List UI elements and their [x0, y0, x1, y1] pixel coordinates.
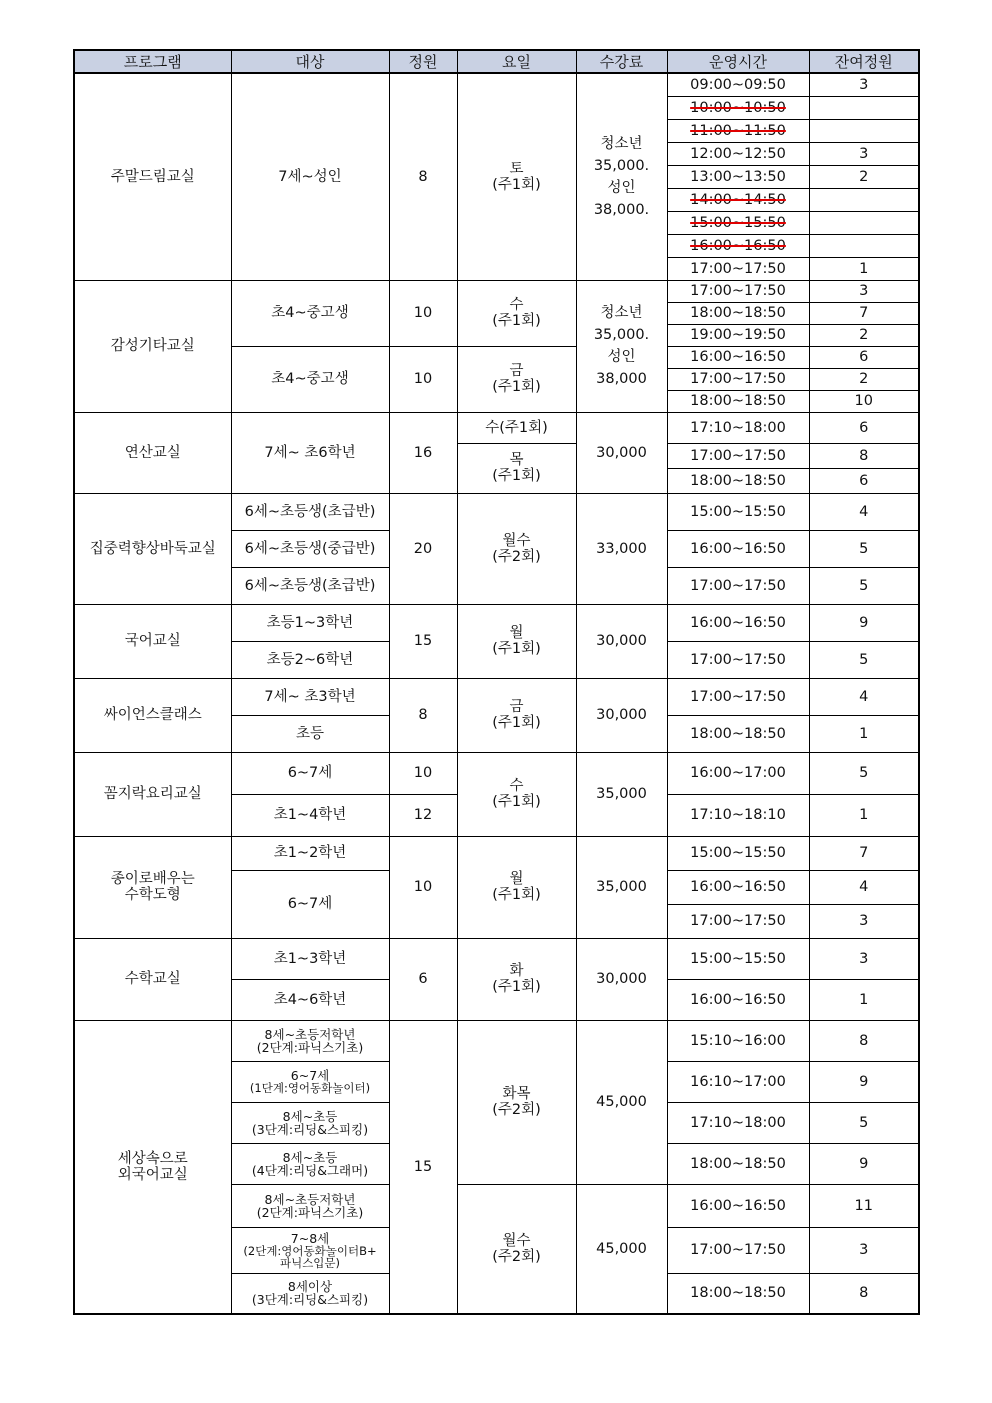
- remaining-cell: 5: [809, 530, 919, 567]
- table-row: [74, 938, 919, 979]
- time-cell: 09:00~09:50: [667, 73, 809, 96]
- remaining-cell: 7: [809, 302, 919, 324]
- fee-cell: 청소년 35,000. 성인 38,000: [576, 280, 667, 412]
- program-name: 꼼지락요리교실: [74, 752, 231, 836]
- header-target: 대상: [231, 50, 389, 73]
- table-row: [74, 73, 919, 96]
- target-cell: [231, 1273, 389, 1314]
- remaining-cell: 5: [809, 1102, 919, 1143]
- remaining-cell: [809, 96, 919, 119]
- target-sub: (1단계:영어동화놀이터): [249, 1081, 371, 1095]
- time-cell: 17:00~17:50: [667, 257, 809, 280]
- remaining-cell: 5: [809, 752, 919, 794]
- day-cell: 토 (주1회): [457, 73, 576, 280]
- remaining-cell: 9: [809, 1061, 919, 1102]
- fee-cell: 30,000: [576, 412, 667, 493]
- day-cell: 화목 (주2회): [457, 1020, 576, 1184]
- fee-cell: 35,000: [576, 836, 667, 938]
- time-cell: 17:00~17:50: [667, 567, 809, 604]
- time-cell: 15:10~16:00: [667, 1020, 809, 1061]
- time-cell: 17:00~17:50: [667, 368, 809, 390]
- remaining-cell: 6: [809, 346, 919, 368]
- time-cell: 18:00~18:50: [667, 468, 809, 493]
- header-fee: 수강료: [576, 50, 667, 73]
- time-cell: 18:00~18:50: [667, 1273, 809, 1314]
- remaining-cell: [809, 234, 919, 257]
- capacity-cell: 8: [389, 73, 457, 280]
- program-name: 세상속으로 외국어교실: [74, 1020, 231, 1314]
- remaining-cell: [809, 188, 919, 211]
- target-cell: 6세~초등생(초급반): [231, 493, 389, 530]
- header-capacity: 정원: [389, 50, 457, 73]
- header-day: 요일: [457, 50, 576, 73]
- time-cell: 17:00~17:50: [667, 1227, 809, 1273]
- target-sub: (4단계:리딩&그래머): [251, 1162, 369, 1178]
- day-cell: 수 (주1회): [457, 280, 576, 346]
- table-row: [74, 493, 919, 530]
- day-cell: 월 (주1회): [457, 836, 576, 938]
- target-cell: 초4~중고생: [231, 280, 389, 346]
- time-cell-cancelled: 15:00~15:50: [667, 211, 809, 234]
- target-cell: 초등2~6학년: [231, 641, 389, 678]
- program-name: 연산교실: [74, 412, 231, 493]
- target-cell: 6~7세: [231, 752, 389, 794]
- target-main: 8세~초등저학년: [264, 1191, 356, 1207]
- target-cell: [231, 1143, 389, 1184]
- remaining-cell: 8: [809, 443, 919, 468]
- remaining-cell: 2: [809, 165, 919, 188]
- time-cell: 16:00~16:50: [667, 870, 809, 904]
- time-cell: 16:00~16:50: [667, 1184, 809, 1227]
- fee-cell: 33,000: [576, 493, 667, 604]
- day-cell: 금 (주1회): [457, 346, 576, 412]
- day-cell: 월수 (주2회): [457, 1184, 576, 1314]
- capacity-cell: 10: [389, 752, 457, 794]
- target-cell: 6세~초등생(중급반): [231, 530, 389, 567]
- header-row: [74, 50, 919, 73]
- remaining-cell: 4: [809, 678, 919, 715]
- table-row: [74, 412, 919, 443]
- table-row: [74, 678, 919, 715]
- fee-cell: 30,000: [576, 604, 667, 678]
- target-cell: [231, 1102, 389, 1143]
- remaining-cell: 1: [809, 715, 919, 752]
- target-cell: [231, 1227, 389, 1273]
- remaining-cell: 4: [809, 870, 919, 904]
- time-cell: 16:00~16:50: [667, 346, 809, 368]
- time-cell: 16:10~17:00: [667, 1061, 809, 1102]
- time-cell: 17:00~17:50: [667, 904, 809, 938]
- day-cell: 월 (주1회): [457, 604, 576, 678]
- program-name: 국어교실: [74, 604, 231, 678]
- table-row: [74, 1020, 919, 1061]
- time-cell: 16:00~16:50: [667, 530, 809, 567]
- program-schedule-table: [73, 49, 920, 1315]
- time-cell-cancelled: 16:00~16:50: [667, 234, 809, 257]
- time-cell: 15:00~15:50: [667, 938, 809, 979]
- remaining-cell: 10: [809, 390, 919, 412]
- time-cell: 17:00~17:50: [667, 280, 809, 302]
- target-cell: 초4~6학년: [231, 979, 389, 1020]
- time-cell: 17:10~18:10: [667, 794, 809, 836]
- target-sub: (3단계:리딩&스피킹): [251, 1121, 369, 1137]
- target-cell: 초1~4학년: [231, 794, 389, 836]
- header-remaining: 잔여정원: [809, 50, 919, 73]
- remaining-cell: 3: [809, 1227, 919, 1273]
- day-cell: 목 (주1회): [457, 443, 576, 493]
- time-cell: 17:10~18:00: [667, 1102, 809, 1143]
- program-name: 종이로배우는 수학도형: [74, 836, 231, 938]
- time-cell: 17:00~17:50: [667, 443, 809, 468]
- time-cell: 15:00~15:50: [667, 493, 809, 530]
- fee-cell: 45,000: [576, 1020, 667, 1184]
- target-cell: [231, 1184, 389, 1227]
- time-cell: 17:00~17:50: [667, 678, 809, 715]
- day-cell: 수 (주1회): [457, 752, 576, 836]
- program-name: 수학교실: [74, 938, 231, 1020]
- target-cell: 7세~성인: [231, 73, 389, 280]
- capacity-cell: 10: [389, 836, 457, 938]
- remaining-cell: 8: [809, 1273, 919, 1314]
- target-cell: 6세~초등생(초급반): [231, 567, 389, 604]
- capacity-cell: 6: [389, 938, 457, 1020]
- capacity-cell: 10: [389, 346, 457, 412]
- remaining-cell: 2: [809, 368, 919, 390]
- target-main: 6~7세: [290, 1068, 330, 1083]
- capacity-cell: 15: [389, 604, 457, 678]
- program-name: 집중력향상바둑교실: [74, 493, 231, 604]
- remaining-cell: 3: [809, 142, 919, 165]
- fee-cell: 45,000: [576, 1184, 667, 1314]
- remaining-cell: [809, 119, 919, 142]
- target-sub: (3단계:리딩&스피킹): [251, 1292, 369, 1308]
- capacity-cell: 20: [389, 493, 457, 604]
- remaining-cell: 11: [809, 1184, 919, 1227]
- target-main: 8세이상: [287, 1279, 333, 1295]
- time-cell: 17:10~18:00: [667, 412, 809, 443]
- time-cell: 16:00~16:50: [667, 979, 809, 1020]
- remaining-cell: 3: [809, 73, 919, 96]
- time-cell: 19:00~19:50: [667, 324, 809, 346]
- remaining-cell: 1: [809, 794, 919, 836]
- remaining-cell: 4: [809, 493, 919, 530]
- table-row: [74, 604, 919, 641]
- target-cell: 초등1~3학년: [231, 604, 389, 641]
- capacity-cell: 15: [389, 1020, 457, 1314]
- program-name: 싸이언스클래스: [74, 678, 231, 752]
- capacity-cell: 10: [389, 280, 457, 346]
- target-cell: 7세~ 초3학년: [231, 678, 389, 715]
- time-cell: 15:00~15:50: [667, 836, 809, 870]
- remaining-cell: 6: [809, 412, 919, 443]
- fee-cell: 35,000: [576, 752, 667, 836]
- fee-cell: 청소년 35,000. 성인 38,000.: [576, 73, 667, 280]
- table-row: [74, 752, 919, 794]
- header-program: 프로그램: [74, 50, 231, 73]
- fee-cell: 30,000: [576, 938, 667, 1020]
- target-sub: (2단계:파닉스기초): [256, 1039, 364, 1055]
- time-cell: 16:00~16:50: [667, 604, 809, 641]
- fee-cell: 30,000: [576, 678, 667, 752]
- target-main: 8세~초등: [282, 1108, 338, 1124]
- target-cell: 초등: [231, 715, 389, 752]
- remaining-cell: 9: [809, 604, 919, 641]
- time-cell: 18:00~18:50: [667, 302, 809, 324]
- time-cell: 17:00~17:50: [667, 641, 809, 678]
- target-cell: 초4~중고생: [231, 346, 389, 412]
- target-cell: [231, 1061, 389, 1102]
- target-cell: 초1~3학년: [231, 938, 389, 979]
- header-time: 운영시간: [667, 50, 809, 73]
- remaining-cell: 5: [809, 641, 919, 678]
- remaining-cell: 3: [809, 280, 919, 302]
- remaining-cell: 2: [809, 324, 919, 346]
- time-cell-cancelled: 14:00~14:50: [667, 188, 809, 211]
- program-name: 주말드림교실: [74, 73, 231, 280]
- remaining-cell: 5: [809, 567, 919, 604]
- remaining-cell: 8: [809, 1020, 919, 1061]
- target-main: 8세~초등: [282, 1149, 338, 1165]
- remaining-cell: 1: [809, 979, 919, 1020]
- target-sub: (2단계:파닉스기초): [256, 1204, 364, 1220]
- remaining-cell: 7: [809, 836, 919, 870]
- target-cell: 초1~2학년: [231, 836, 389, 870]
- remaining-cell: 3: [809, 904, 919, 938]
- target-cell: 6~7세: [231, 870, 389, 938]
- time-cell: 16:00~17:00: [667, 752, 809, 794]
- day-cell: 월수 (주2회): [457, 493, 576, 604]
- capacity-cell: 16: [389, 412, 457, 493]
- capacity-cell: 12: [389, 794, 457, 836]
- target-main: 7~8세: [290, 1230, 330, 1246]
- day-cell: 수(주1회): [457, 412, 576, 443]
- day-cell: 금 (주1회): [457, 678, 576, 752]
- target-cell: [231, 1020, 389, 1061]
- time-cell: 12:00~12:50: [667, 142, 809, 165]
- table-row: [74, 836, 919, 870]
- remaining-cell: 3: [809, 938, 919, 979]
- time-cell: 18:00~18:50: [667, 390, 809, 412]
- program-name: 감성기타교실: [74, 280, 231, 412]
- time-cell: 13:00~13:50: [667, 165, 809, 188]
- target-cell: 7세~ 초6학년: [231, 412, 389, 493]
- target-main: 8세~초등저학년: [264, 1026, 356, 1042]
- time-cell-cancelled: 11:00~11:50: [667, 119, 809, 142]
- capacity-cell: 8: [389, 678, 457, 752]
- day-cell: 화 (주1회): [457, 938, 576, 1020]
- remaining-cell: 6: [809, 468, 919, 493]
- table-row: [74, 280, 919, 302]
- remaining-cell: 9: [809, 1143, 919, 1184]
- time-cell: 18:00~18:50: [667, 1143, 809, 1184]
- target-sub: (2단계:영어동화놀이터B+ 파닉스입문): [243, 1243, 377, 1270]
- time-cell: 18:00~18:50: [667, 715, 809, 752]
- remaining-cell: [809, 211, 919, 234]
- time-cell-cancelled: 10:00~10:50: [667, 96, 809, 119]
- remaining-cell: 1: [809, 257, 919, 280]
